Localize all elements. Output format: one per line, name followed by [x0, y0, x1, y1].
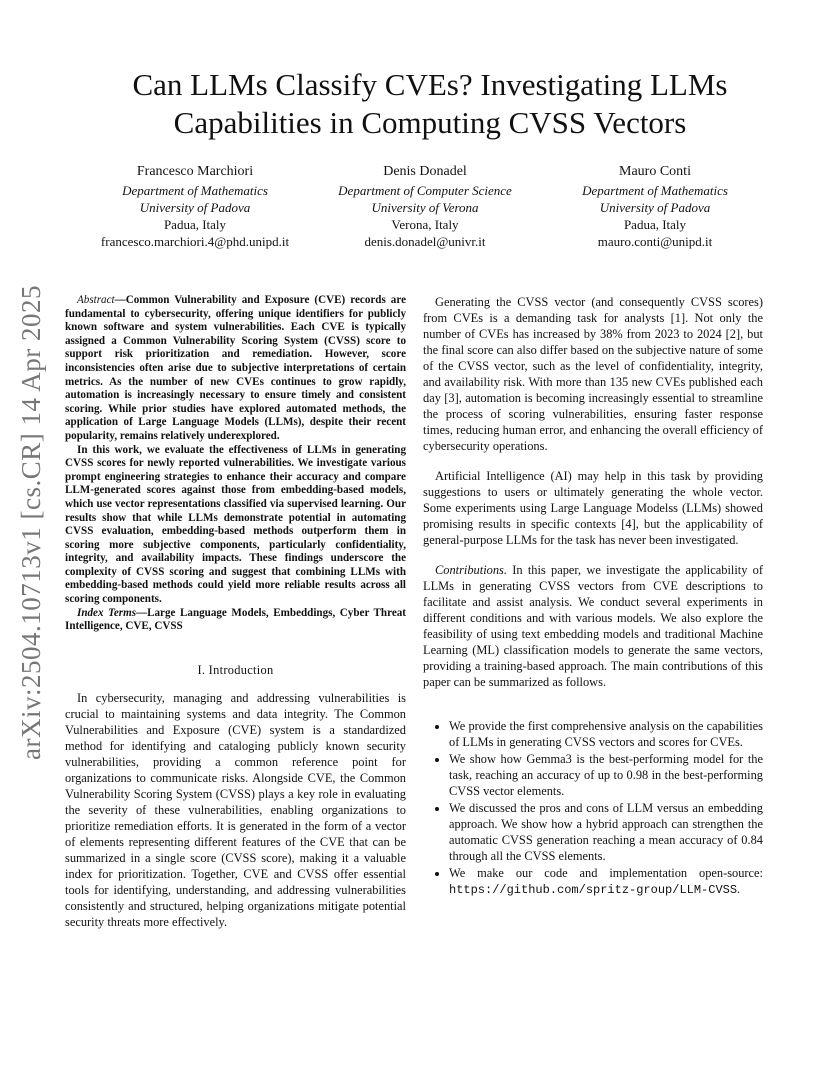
author-name: Denis Donadel — [383, 164, 467, 179]
right-column — [423, 294, 763, 899]
title-line-1: Can LLMs Classify CVEs? Investigating LLMs — [132, 67, 728, 102]
contributions-paragraph — [423, 562, 763, 690]
body-paragraph-1: Generating the CVSS vector (and consequently CVSS scores) from CVEs is a demanding task for analysts [1]. Not only the number of CVEs has increased by 38% from 2023 to 2024 [2], but the final score can also differ based on the subjective nature of some of the CVSS vector, such as the level of confidentiality, integrity, and availability risk. With more than 135 new CVEs published each day [3], automation is becoming increasingly essential to streamline the process of scoring vulnerabilities, ensuring faster response times, reducing human error, and enhancing the overall efficiency of cybersecurity operations. — [423, 295, 763, 453]
author-university: University of Padova — [599, 200, 711, 215]
list-item-end: . — [737, 882, 741, 896]
section-heading-introduction: I. Introduction — [197, 662, 274, 677]
arxiv-identifier-stamp: arXiv:2504.10713v1 [cs.CR] 14 Apr 2025 — [16, 285, 46, 760]
abstract — [65, 294, 406, 607]
author-3 — [540, 163, 770, 250]
list-item — [449, 865, 763, 898]
abstract-label: Abstract — [77, 294, 115, 306]
contributions-text: In this paper, we investigate the applicability of LLMs in generating CVSS vectors from CVE descriptions to facilitate and assist analysis. We conduct several experiments in different conditions and with various models. We also explore the feasibility of using text embedding models and traditional Machine Learning (ML) classification models to generate the same vectors, providing a training-based approach. The main contributions of this paper can be summarized as follows. — [423, 563, 763, 689]
author-email[interactable]: denis.donadel@univr.it — [364, 234, 486, 249]
author-block — [80, 163, 770, 250]
index-terms — [65, 607, 406, 634]
author-email[interactable]: mauro.conti@unipd.it — [597, 234, 713, 249]
author-name: Francesco Marchiori — [136, 164, 254, 179]
title-line-2: Capabilities in Computing CVSS Vectors — [173, 105, 687, 140]
list-item: • We discussed the pros and cons of LLM versus an embedding approach. We show how a hybrid approach can strengthen the automatic CVSS generation reaching a mean accuracy of 0.84 through all the CVSS elements. — [449, 800, 763, 864]
paper-title — [60, 66, 800, 142]
body-paragraph-2: Artificial Intelligence (AI) may help in this task by providing suggestions to users or ultimately generating the whole vector. Some experiments using Large Language Modelss (LLMs) showed promising results in specific contexts [4], but the applicability of general-purpose LLMs for the task has never been investigated. — [423, 469, 763, 547]
author-university: University of Padova — [139, 200, 251, 215]
contributions-label: Contributions. — [435, 563, 507, 577]
intro-paragraph-1: In cybersecurity, managing and addressing vulnerabilities is crucial to maintaining systems and data integrity. The Common Vulnerabilities and Exposure (CVE) system is a standardized method for identifying and cataloging publicly known security vulnerabilities, providing a common reference point for organizations to communicate risks. Alongside CVE, the Common Vulnerability Scoring System (CVSS) plays a key role in evaluating the severity of these vulnerabilities, enabling organizations to prioritize remediation efforts. It is generated in the form of a vector of elements representing different features of the CVE that can be summarized in a single score (CVSS score), making it a valuable index for prioritization. Together, CVE and CVSS offer essential tools for identifying, understanding, and addressing vulnerabilities consistently and structured, helping organizations mitigate potential security threats more effectively. — [65, 690, 406, 929]
author-department: Department of Mathematics — [582, 183, 728, 198]
list-item: • We show how Gemma3 is the best-performing model for the task, reaching an accuracy of up to 0.98 in the best-performing CVSS vector elements. — [449, 751, 763, 799]
index-terms-label: Index Terms — [77, 606, 137, 619]
list-item: • We provide the first comprehensive analysis on the capabilities of LLMs in generating CVSS vectors and scores for CVEs. — [449, 718, 763, 750]
list-item-text: We make our code and implementation open-source: — [449, 866, 763, 880]
author-1 — [80, 163, 310, 250]
author-university: University of Verona — [371, 200, 479, 215]
author-location: Verona, Italy — [391, 217, 459, 232]
author-name: Mauro Conti — [619, 164, 691, 179]
code-repository-link[interactable]: https://github.com/spritz-group/LLM-CVSS — [449, 883, 738, 897]
abstract-paragraph-2: In this work, we evaluate the effectiveness of LLMs in generating CVSS scores for newly reported vulnerabilities. We investigate various prompt engineering strategies to enhance their accuracy and compare LLM-generated scores against those from embedding-based models, which use vector representations classified via supervised learning. Our results show that while LLMs demonstrate potential in automating CVSS evaluation, embedding-based methods outperform them in scoring more subjective components, particularly confidentiality, integrity, and availability impacts. These findings underscore the complexity of CVSS scoring and suggest that combining LLMs with embedding-based methods could yield more reliable results across all scoring components. — [65, 443, 406, 606]
abstract-paragraph-1 — [65, 294, 406, 444]
author-2 — [310, 163, 540, 250]
left-column — [65, 294, 406, 930]
author-department: Department of Computer Science — [338, 183, 512, 198]
contributions-list — [423, 718, 763, 898]
author-location: Padua, Italy — [163, 217, 227, 232]
index-terms-text: —Large Language Models, Embeddings, Cyber Threat Intelligence, CVE, CVSS — [65, 606, 406, 633]
author-email[interactable]: francesco.marchiori.4@phd.unipd.it — [100, 234, 290, 249]
author-department: Department of Mathematics — [122, 183, 268, 198]
author-location: Padua, Italy — [623, 217, 687, 232]
abstract-text-1: —Common Vulnerability and Exposure (CVE) records are fundamental to cybersecurity, offering unique identifiers for publicly known software and system vulnerabilities. Each CVE is typically assigned a Common Vulnerability Scoring System (CVSS) score to support risk prioritization and remediation. However, score inconsistencies often arise due to subjective interpretations of certain metrics. As the number of new CVEs continues to grow rapidly, automation is increasingly necessary to ensure timely and consistent scoring. While prior studies have explored automated methods, the application of Large Language Models (LLMs), despite their recent popularity, remains relatively underexplored. — [65, 294, 406, 442]
